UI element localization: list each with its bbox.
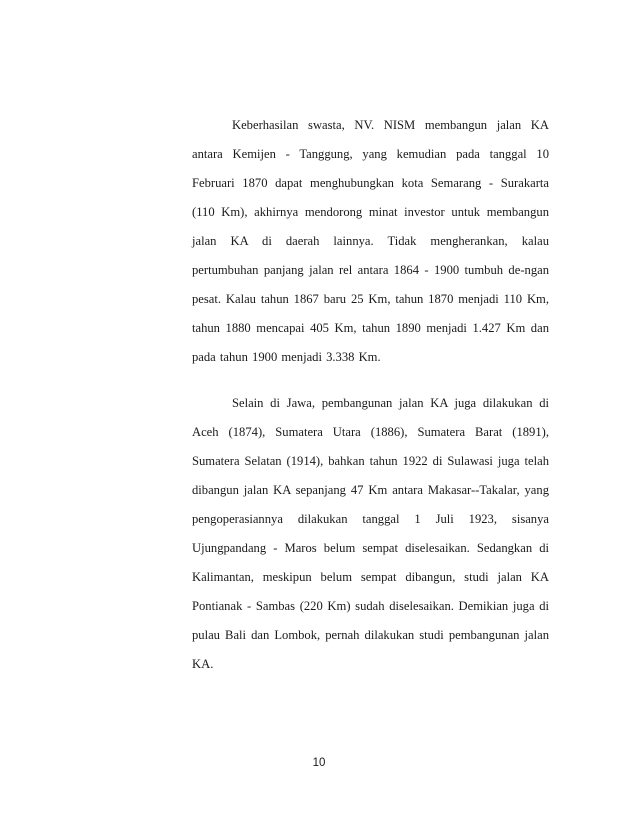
paragraph-block-2 xyxy=(192,389,549,679)
paragraph-1: Keberhasilan swasta, NV. NISM membangun jalan KA antara Kemijen - Tanggung, yang kemudian pada tanggal 10 Februari 1870 dapat menghubungkan kota Semarang - Surakarta (110 Km), akhirnya mendorong minat investor untuk membangun jalan KA di daerah lainnya. Tidak mengherankan, kalau pertumbuhan panjang jalan rel antara 1864 - 1900 tumbuh de-ngan pesat. Kalau tahun 1867 baru 25 Km, tahun 1870 menjadi 110 Km, tahun 1880 mencapai 405 Km, tahun 1890 menjadi 1.427 Km dan pada tahun 1900 menjadi 3.338 Km. xyxy=(192,118,549,364)
paragraph-2: Selain di Jawa, pembangunan jalan KA juga dilakukan di Aceh (1874), Sumatera Utara (1886), Sumatera Barat (1891), Sumatera Selatan (1914), bahkan tahun 1922 di Sulawasi juga telah dibangun jalan KA sepanjang 47 Km antara Makasar--Takalar, yang pengoperasiannya dilakukan tanggal 1 Juli 1923, sisanya Ujungpandang - Maros belum sempat diselesaikan. Sedangkan di Kalimantan, meskipun belum sempat dibangun, studi jalan KA Pontianak - Sambas (220 Km) sudah diselesaikan. Demikian juga di pulau Bali dan Lombok, pernah dilakukan studi pembangunan jalan KA. xyxy=(192,396,549,671)
paragraph-block-1 xyxy=(192,111,549,372)
page-number: 10 xyxy=(312,757,326,769)
